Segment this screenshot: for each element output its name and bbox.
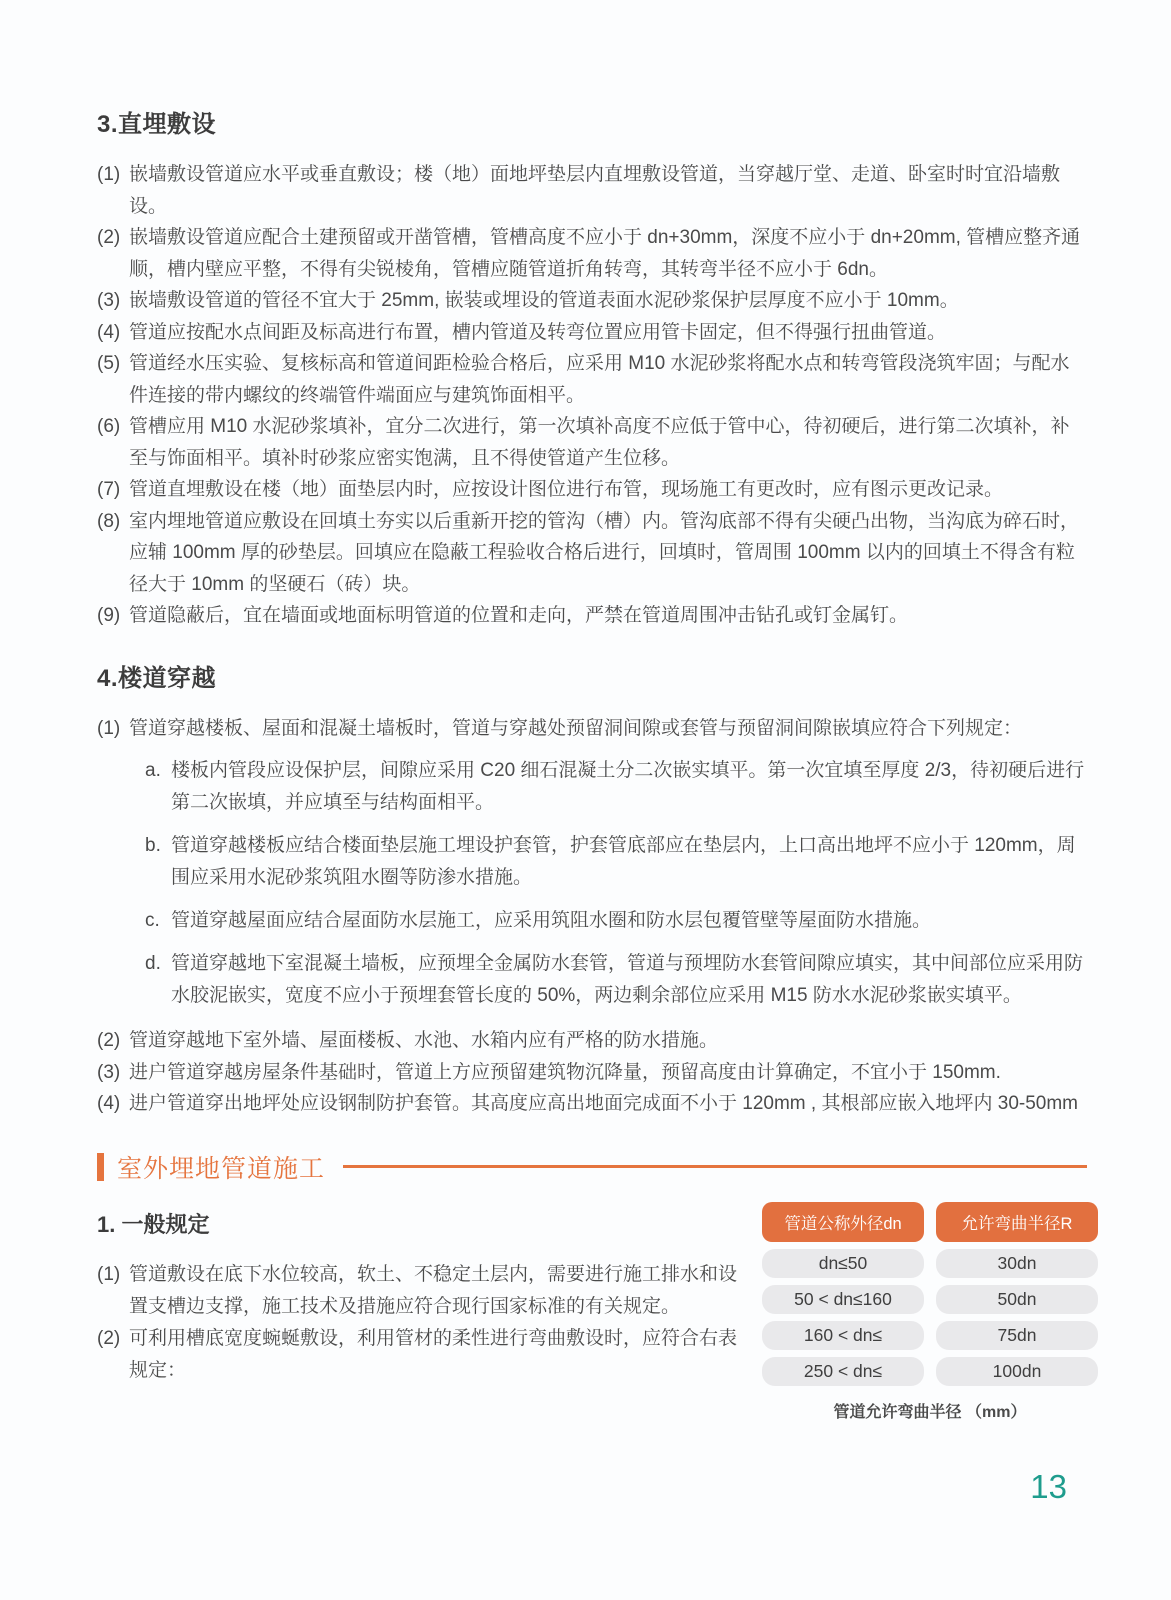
list-item-text: 管道直埋敷设在楼（地）面垫层内时，应按设计图位进行布管，现场施工有更改时，应有图示更改记录。 <box>129 479 1004 500</box>
sub-list-item <box>145 755 1087 819</box>
table-cell-r: 75dn <box>936 1321 1098 1350</box>
list-item <box>97 411 1087 474</box>
list-item-text: 管道经水压实验、复核标高和管道间距检验合格后，应采用 M10 水泥砂浆将配水点和转弯管段浇筑牢固；与配水件连接的带内螺纹的终端管件端面应与建筑饰面相平。 <box>129 353 1070 406</box>
list-item-marker: c. <box>145 910 160 931</box>
list-item <box>97 1057 1087 1089</box>
list-item-marker: b. <box>145 835 161 856</box>
accent-rule <box>343 1165 1087 1168</box>
list-item-marker: d. <box>145 953 161 974</box>
list-item-marker: (4) <box>97 321 121 343</box>
list-item-text: 嵌墙敷设管道的管径不宜大于 25mm, 嵌装或埋设的管道表面水泥砂浆保护层厚度不应小于 10mm。 <box>129 290 959 311</box>
list-item-text: 管道穿越楼板、屋面和混凝土墙板时，管道与穿越处预留洞间隙或套管与预留洞间隙嵌填应符合下列规定： <box>129 717 1023 739</box>
general-rules-zone <box>97 1208 1087 1443</box>
general-rules-text-column <box>97 1208 739 1387</box>
list-item-marker: (1) <box>97 1263 121 1285</box>
list-item-marker: (9) <box>97 605 121 626</box>
list-group <box>97 1025 1087 1120</box>
list-item <box>97 600 1087 632</box>
list-item-marker: (8) <box>97 510 121 532</box>
list-item-marker: (1) <box>97 164 121 185</box>
table-cell-dn: 160 < dn≤ <box>762 1321 924 1350</box>
table-cell-dn: 50 < dn≤160 <box>762 1285 924 1314</box>
list-item-marker: (6) <box>97 416 121 437</box>
list-item <box>97 1025 1087 1057</box>
list-item-text: 可利用槽底宽度蜿蜒敷设，利用管材的柔性进行弯曲敷设时，应符合右表规定： <box>129 1327 738 1381</box>
list-item-marker: (2) <box>97 1030 121 1051</box>
list-item-text: 嵌墙敷设管道应水平或垂直敷设；楼（地）面地坪垫层内直埋敷设管道，当穿越厅堂、走道、卧室时时宜沿墙敷设。 <box>129 164 1061 217</box>
outdoor-section-banner <box>97 1150 1087 1184</box>
list-item <box>97 474 1087 506</box>
list-item <box>97 159 1087 222</box>
list-item-text: 管道应按配水点间距及标高进行布置，槽内管道及转弯位置应用管卡固定，但不得强行扭曲管道。 <box>129 321 947 343</box>
sub-list-item <box>145 948 1087 1012</box>
list-item <box>97 506 1087 601</box>
subsection-title-general: 1. 一般规定 <box>97 1211 210 1237</box>
sub-list-item <box>145 905 1087 937</box>
section-title-outdoor: 室外埋地管道施工 <box>117 1154 326 1183</box>
list-item <box>97 285 1087 317</box>
list-item-marker: (7) <box>97 479 121 500</box>
table-caption: 管道允许弯曲半径 （mm） <box>833 1403 1027 1421</box>
section-title-crossing: 4.楼道穿越 <box>97 664 217 692</box>
list-item-text: 管槽应用 M10 水泥砂浆填补，宜分二次进行，第一次填补高度不应低于管中心，待初硬后，进行第二次填补，补至与饰面相平。填补时砂浆应密实饱满，且不得使管道产生位移。 <box>129 416 1070 469</box>
list-item-text: 进户管道穿越房屋条件基础时，管道上方应预留建筑物沉降量，预留高度由计算确定，不宜小于 150mm. <box>129 1061 1001 1083</box>
list-item <box>97 1323 739 1387</box>
list-item-marker: (1) <box>97 717 121 739</box>
sub-list-item <box>145 830 1087 894</box>
table-cell-r: 100dn <box>936 1357 1098 1386</box>
list-item-text: 管道隐蔽后，宜在墙面或地面标明管道的位置和走向，严禁在管道周围冲击钻孔或钉金属钉。 <box>129 605 909 626</box>
sub-item-group <box>97 755 1087 1012</box>
list-item <box>97 1088 1087 1120</box>
list-item <box>97 317 1087 349</box>
table-cell-dn: 250 < dn≤ <box>762 1357 924 1386</box>
list-item-text: 管道穿越楼板应结合楼面垫层施工埋设护套管，护套管底部应在垫层内，上口高出地坪不应小于 120mm，周围应采用水泥砂浆筑阻水圈等防渗水措施。 <box>171 835 1076 888</box>
list-item-text: 管道穿越屋面应结合屋面防水层施工，应采用筑阻水圈和防水层包覆管壁等屋面防水措施。 <box>171 910 932 931</box>
list-item-text: 嵌墙敷设管道应配合土建预留或开凿管槽，管槽高度不应小于 dn+30mm，深度不应小于 dn+20mm, 管槽应整齐通顺，槽内壁应平整，不得有尖锐棱角，管槽应随管道折角转弯，其转弯半径不应小于 6dn。 <box>129 227 1081 280</box>
section-title-direct-burial: 3.直埋敷设 <box>97 111 217 138</box>
list-item-marker: (5) <box>97 353 121 374</box>
table-header-r: 允许弯曲半径R <box>936 1202 1098 1242</box>
list-item-text: 管道穿越地下室外墙、屋面楼板、水池、水箱内应有严格的防水措施。 <box>129 1030 719 1051</box>
list-item-marker: (2) <box>97 1327 121 1349</box>
list-item-text: 管道敷设在底下水位较高，软土、不稳定土层内，需要进行施工排水和设置支槽边支撑，施工技术及措施应符合现行国家标准的有关规定。 <box>129 1263 738 1317</box>
list-item-text: 楼板内管段应设保护层，间隙应采用 C20 细石混凝土分二次嵌实填平。第一次宜填至厚度 2/3，待初硬后进行第二次嵌填，并应填至与结构面相平。 <box>171 760 1085 813</box>
list-item-marker: a. <box>145 760 161 781</box>
accent-bar <box>97 1153 104 1181</box>
page-content <box>97 104 1087 1443</box>
list-item-text: 室内埋地管道应敷设在回填土夯实以后重新开挖的管沟（槽）内。管沟底部不得有尖硬凸出物，当沟底为碎石时，应辅 100mm 厚的砂垫层。回填应在隐蔽工程验收合格后进行，回填时，管周围 100mm 以内的回填土不得含有粒径大于 10mm 的坚硬石（砖）块。 <box>129 510 1080 595</box>
list-item <box>97 1259 739 1323</box>
list-item-marker: (3) <box>97 290 121 311</box>
list-item <box>97 348 1087 411</box>
page-number: 13 <box>1030 1468 1067 1505</box>
list-item <box>97 222 1087 285</box>
list-item-text: 管道穿越地下室混凝土墙板，应预埋全金属防水套管，管道与预埋防水套管间隙应填实，其中间部位应采用防水胶泥嵌实，宽度不应小于预埋套管长度的 50%，两边剩余部位应采用 M15 防水水泥砂浆嵌实填平。 <box>171 953 1084 1006</box>
table-cell-dn: dn≤50 <box>762 1249 924 1278</box>
list-item <box>97 713 1087 745</box>
table-cell-r: 30dn <box>936 1249 1098 1278</box>
table-cell-r: 50dn <box>936 1285 1098 1314</box>
table-header-dn: 管道公称外径dn <box>762 1202 924 1242</box>
bend-radius-table <box>762 1202 1098 1422</box>
list-item-marker: (4) <box>97 1093 121 1114</box>
bend-radius-table-grid <box>762 1202 1098 1386</box>
list-item-marker: (2) <box>97 227 121 248</box>
list-item-text: 进户管道穿出地坪处应设钢制防护套管。其高度应高出地面完成面不小于 120mm , 其根部应嵌入地坪内 30-50mm <box>129 1093 1079 1114</box>
list-item-marker: (3) <box>97 1061 121 1083</box>
